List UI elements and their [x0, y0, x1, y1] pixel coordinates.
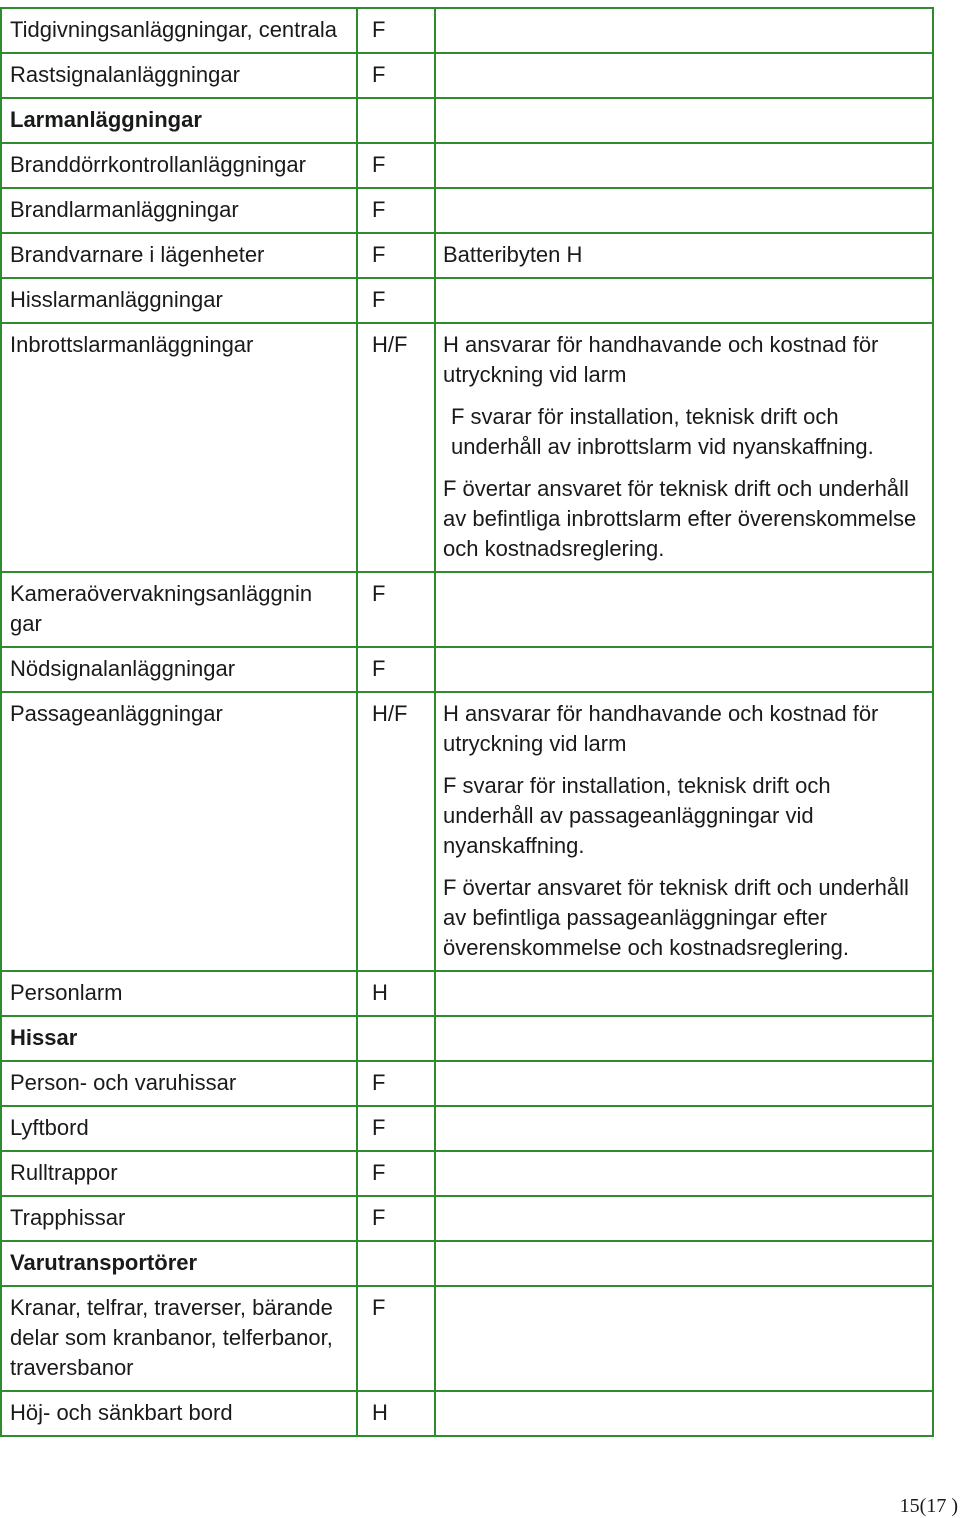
responsibility-code: F	[357, 1106, 435, 1151]
comment-paragraph: F övertar ansvaret för teknisk drift och underhåll av befintliga inbrottslarm efter överenskommelse och kostnadsreglering.	[443, 476, 917, 561]
table-row	[1, 8, 933, 53]
table-row	[1, 572, 933, 647]
responsibility-code: F	[357, 188, 435, 233]
responsibility-code	[357, 1241, 435, 1286]
comment-cell	[435, 143, 933, 188]
section-title: Varutransportörer	[1, 1241, 357, 1286]
comment-paragraph: F svarar för installation, teknisk drift och underhåll av passageanläggningar vid nyanskaffning.	[443, 773, 831, 858]
table-row	[1, 278, 933, 323]
responsibility-code: H/F	[357, 323, 435, 572]
table-row	[1, 53, 933, 98]
responsibility-table	[0, 7, 934, 1437]
table-row	[1, 1391, 933, 1436]
page-number: 15(17 )	[899, 1495, 958, 1517]
comment-paragraph: F svarar för installation, teknisk drift och underhåll av inbrottslarm vid nyanskaffning.	[451, 404, 874, 459]
installation-label: Personlarm	[1, 971, 357, 1016]
installation-label: Rastsignalanläggningar	[1, 53, 357, 98]
installation-label: Trapphissar	[1, 1196, 357, 1241]
responsibility-code: F	[357, 647, 435, 692]
comment-cell	[435, 1286, 933, 1391]
installation-label: Höj- och sänkbart bord	[1, 1391, 357, 1436]
comment-cell	[435, 1106, 933, 1151]
responsibility-code: F	[357, 143, 435, 188]
table-row	[1, 692, 933, 971]
responsibility-code: H	[357, 1391, 435, 1436]
comment-cell	[435, 1151, 933, 1196]
installation-label: Lyftbord	[1, 1106, 357, 1151]
responsibility-code	[357, 1016, 435, 1061]
section-header-row	[1, 1016, 933, 1061]
table-row	[1, 1151, 933, 1196]
responsibility-code: F	[357, 278, 435, 323]
comment-paragraph: H ansvarar för handhavande och kostnad för utryckning vid larm	[443, 701, 879, 756]
table-row	[1, 323, 933, 572]
section-title: Hissar	[1, 1016, 357, 1061]
installation-label: Branddörrkontrollanläggningar	[1, 143, 357, 188]
table-row	[1, 233, 933, 278]
table-row	[1, 1286, 933, 1391]
comment-cell	[435, 692, 933, 971]
installation-label: Kameraövervakningsanläggnin gar	[1, 572, 357, 647]
comment-paragraph: F övertar ansvaret för teknisk drift och underhåll av befintliga passageanläggningar efter överenskommelse och kostnadsreglering.	[443, 875, 909, 960]
table-row	[1, 1196, 933, 1241]
comment-cell	[435, 1196, 933, 1241]
installation-label: Brandlarmanläggningar	[1, 188, 357, 233]
comment-paragraph: Batteribyten H	[443, 242, 583, 267]
table-row	[1, 188, 933, 233]
responsibility-code: F	[357, 53, 435, 98]
responsibility-code	[357, 98, 435, 143]
comment-cell	[435, 647, 933, 692]
installation-label: Inbrottslarmanläggningar	[1, 323, 357, 572]
table-row	[1, 1061, 933, 1106]
table-row	[1, 971, 933, 1016]
comment-cell	[435, 572, 933, 647]
responsibility-code: F	[357, 233, 435, 278]
table-row	[1, 1106, 933, 1151]
installation-label: Nödsignalanläggningar	[1, 647, 357, 692]
section-header-row	[1, 1241, 933, 1286]
comment-cell	[435, 8, 933, 53]
comment-cell	[435, 971, 933, 1016]
comment-paragraph: H ansvarar för handhavande och kostnad för utryckning vid larm	[443, 332, 879, 387]
installation-label: Brandvarnare i lägenheter	[1, 233, 357, 278]
responsibility-code: F	[357, 1196, 435, 1241]
responsibility-code: F	[357, 1151, 435, 1196]
comment-cell	[435, 1061, 933, 1106]
responsibility-code: H/F	[357, 692, 435, 971]
comment-cell	[435, 323, 933, 572]
installation-label: Person- och varuhissar	[1, 1061, 357, 1106]
comment-cell	[435, 1016, 933, 1061]
section-title: Larmanläggningar	[1, 98, 357, 143]
installation-label: Tidgivningsanläggningar, centrala	[1, 8, 357, 53]
responsibility-code: H	[357, 971, 435, 1016]
responsibility-code: F	[357, 572, 435, 647]
installation-label: Rulltrappor	[1, 1151, 357, 1196]
responsibility-code: F	[357, 8, 435, 53]
comment-cell	[435, 1391, 933, 1436]
comment-cell	[435, 188, 933, 233]
responsibility-code: F	[357, 1061, 435, 1106]
comment-cell	[435, 98, 933, 143]
responsibility-code: F	[357, 1286, 435, 1391]
comment-cell	[435, 278, 933, 323]
installation-label: Passageanläggningar	[1, 692, 357, 971]
table-row	[1, 143, 933, 188]
installation-label: Kranar, telfrar, traverser, bärande delar som kranbanor, telferbanor, traversbanor	[1, 1286, 357, 1391]
comment-cell	[435, 1241, 933, 1286]
comment-cell	[435, 233, 933, 278]
section-header-row	[1, 98, 933, 143]
table-row	[1, 647, 933, 692]
comment-cell	[435, 53, 933, 98]
installation-label: Hisslarmanläggningar	[1, 278, 357, 323]
